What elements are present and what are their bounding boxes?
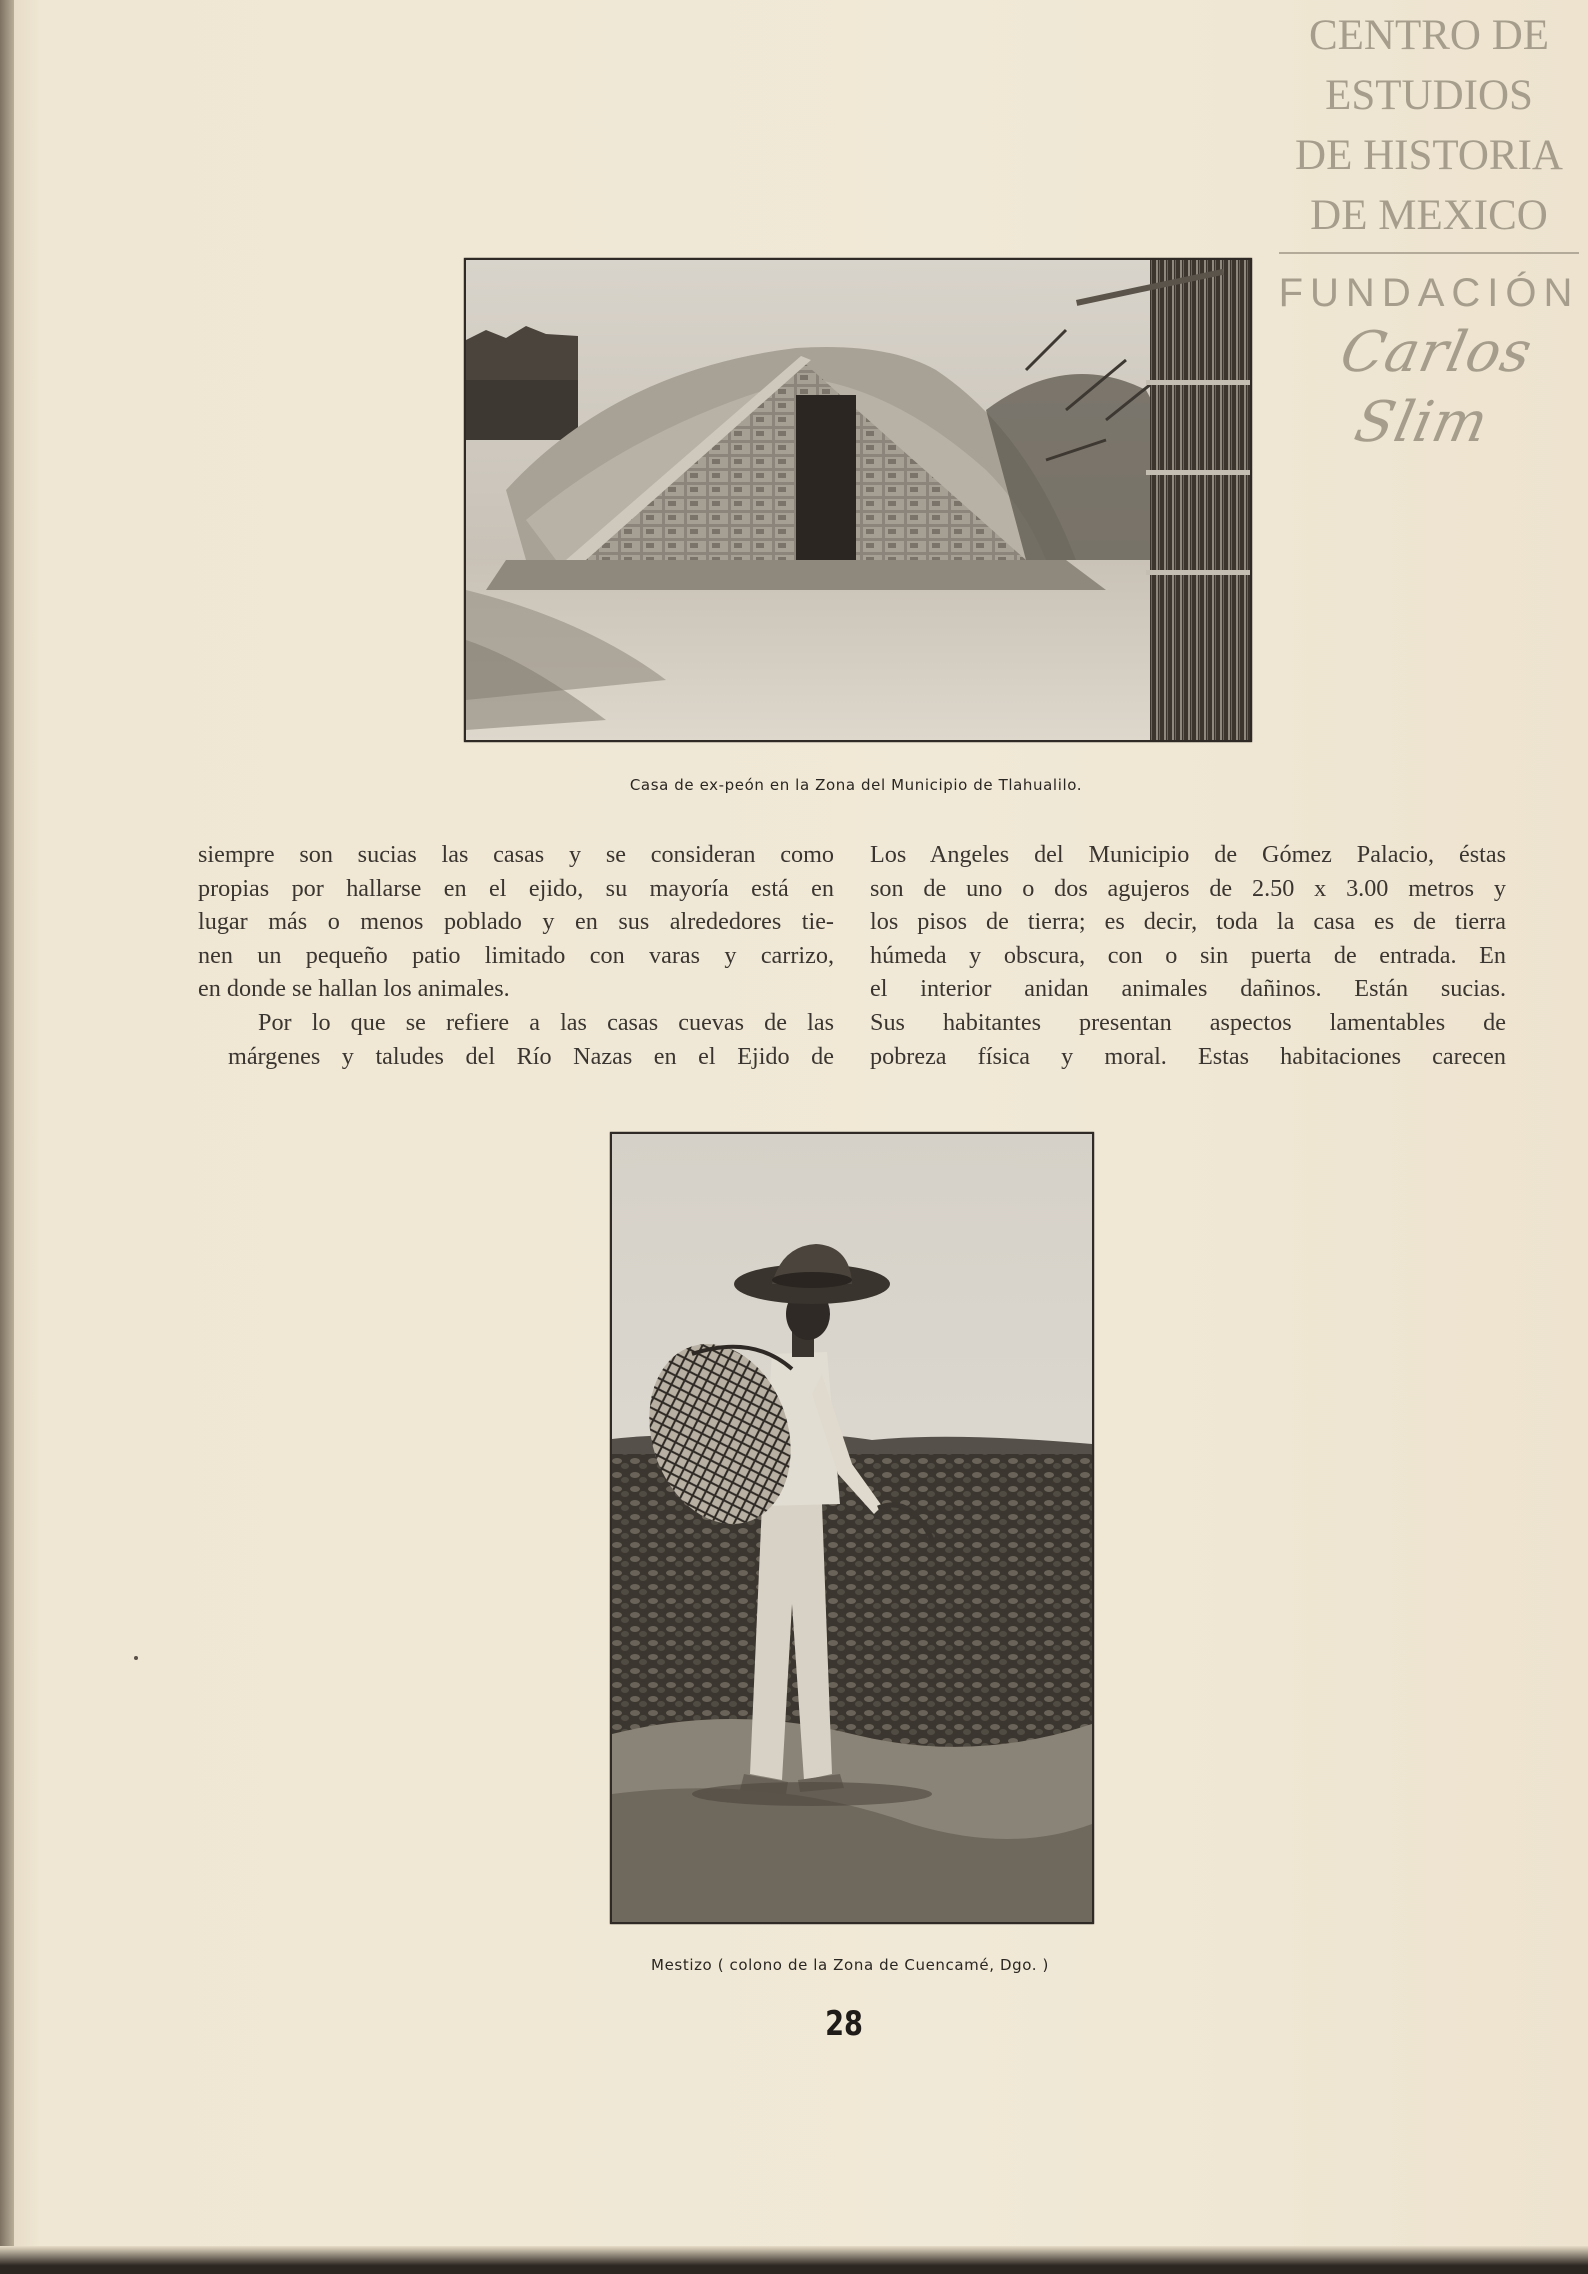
text-line: propias por hallarse en el ejido, su mayoría está en <box>198 874 834 902</box>
paragraph <box>870 838 1506 1073</box>
text-line: pobreza física y moral. Estas habitaciones carecen <box>870 1042 1506 1070</box>
paragraph <box>198 838 834 1006</box>
page-number: 28 <box>825 2004 863 2044</box>
watermark-signature: Carlos Slim <box>1334 320 1539 455</box>
text-line: los pisos de tierra; es decir, toda la casa es de tierra <box>870 908 1506 936</box>
text-line: Sus habitantes presentan aspectos lamentables de <box>870 1008 1506 1036</box>
text-line: en donde se hallan los animales. <box>198 975 510 1003</box>
body-text-right-column <box>870 838 1506 1073</box>
paper-speck <box>134 1656 138 1660</box>
text-line: siempre son sucias las casas y se consideran como <box>198 841 834 868</box>
watermark-foundation: FUNDACIÓN <box>1278 271 1580 315</box>
watermark-line: CENTRO DE <box>1308 12 1550 59</box>
paragraph <box>198 1006 834 1073</box>
body-text-left-column <box>198 838 834 1073</box>
house-photo-image <box>466 260 1250 740</box>
text-line: el interior anidan animales dañinos. Están sucias. <box>870 975 1506 1003</box>
text-line: Los Angeles del Municipio de Gómez Palacio, éstas <box>870 841 1506 868</box>
text-line: húmeda y obscura, con o sin puerta de entrada. En <box>870 941 1506 969</box>
mestizo-photo-image <box>612 1134 1092 1922</box>
page-bottom-shadow <box>0 2246 1588 2274</box>
watermark-line: DE HISTORIA <box>1295 132 1563 179</box>
watermark-line: ESTUDIOS <box>1325 72 1533 119</box>
archive-watermark <box>1270 6 1588 458</box>
photo-mestizo-farmer <box>610 1132 1094 1924</box>
watermark-line: DE MEXICO <box>1310 192 1548 239</box>
text-line: Por lo que se refiere a las casas cuevas de las <box>258 1008 834 1036</box>
watermark-divider <box>1279 252 1579 254</box>
page-binding-edge <box>0 0 14 2264</box>
photo-earthen-house <box>464 258 1252 742</box>
mestizo-photo-caption: Mestizo ( colono de la Zona de Cuencamé, Dgo. ) <box>651 1956 1049 1974</box>
text-line: lugar más o menos poblado y en sus alrededores tie- <box>198 908 834 936</box>
text-line: márgenes y taludes del Río Nazas en el Ejido de <box>228 1042 834 1070</box>
text-line: son de uno o dos agujeros de 2.50 x 3.00 metros y <box>870 874 1506 902</box>
house-photo-caption: Casa de ex-peón en la Zona del Municipio de Tlahualilo. <box>629 776 1083 794</box>
text-line: nen un pequeño patio limitado con varas y carrizo, <box>198 941 834 969</box>
